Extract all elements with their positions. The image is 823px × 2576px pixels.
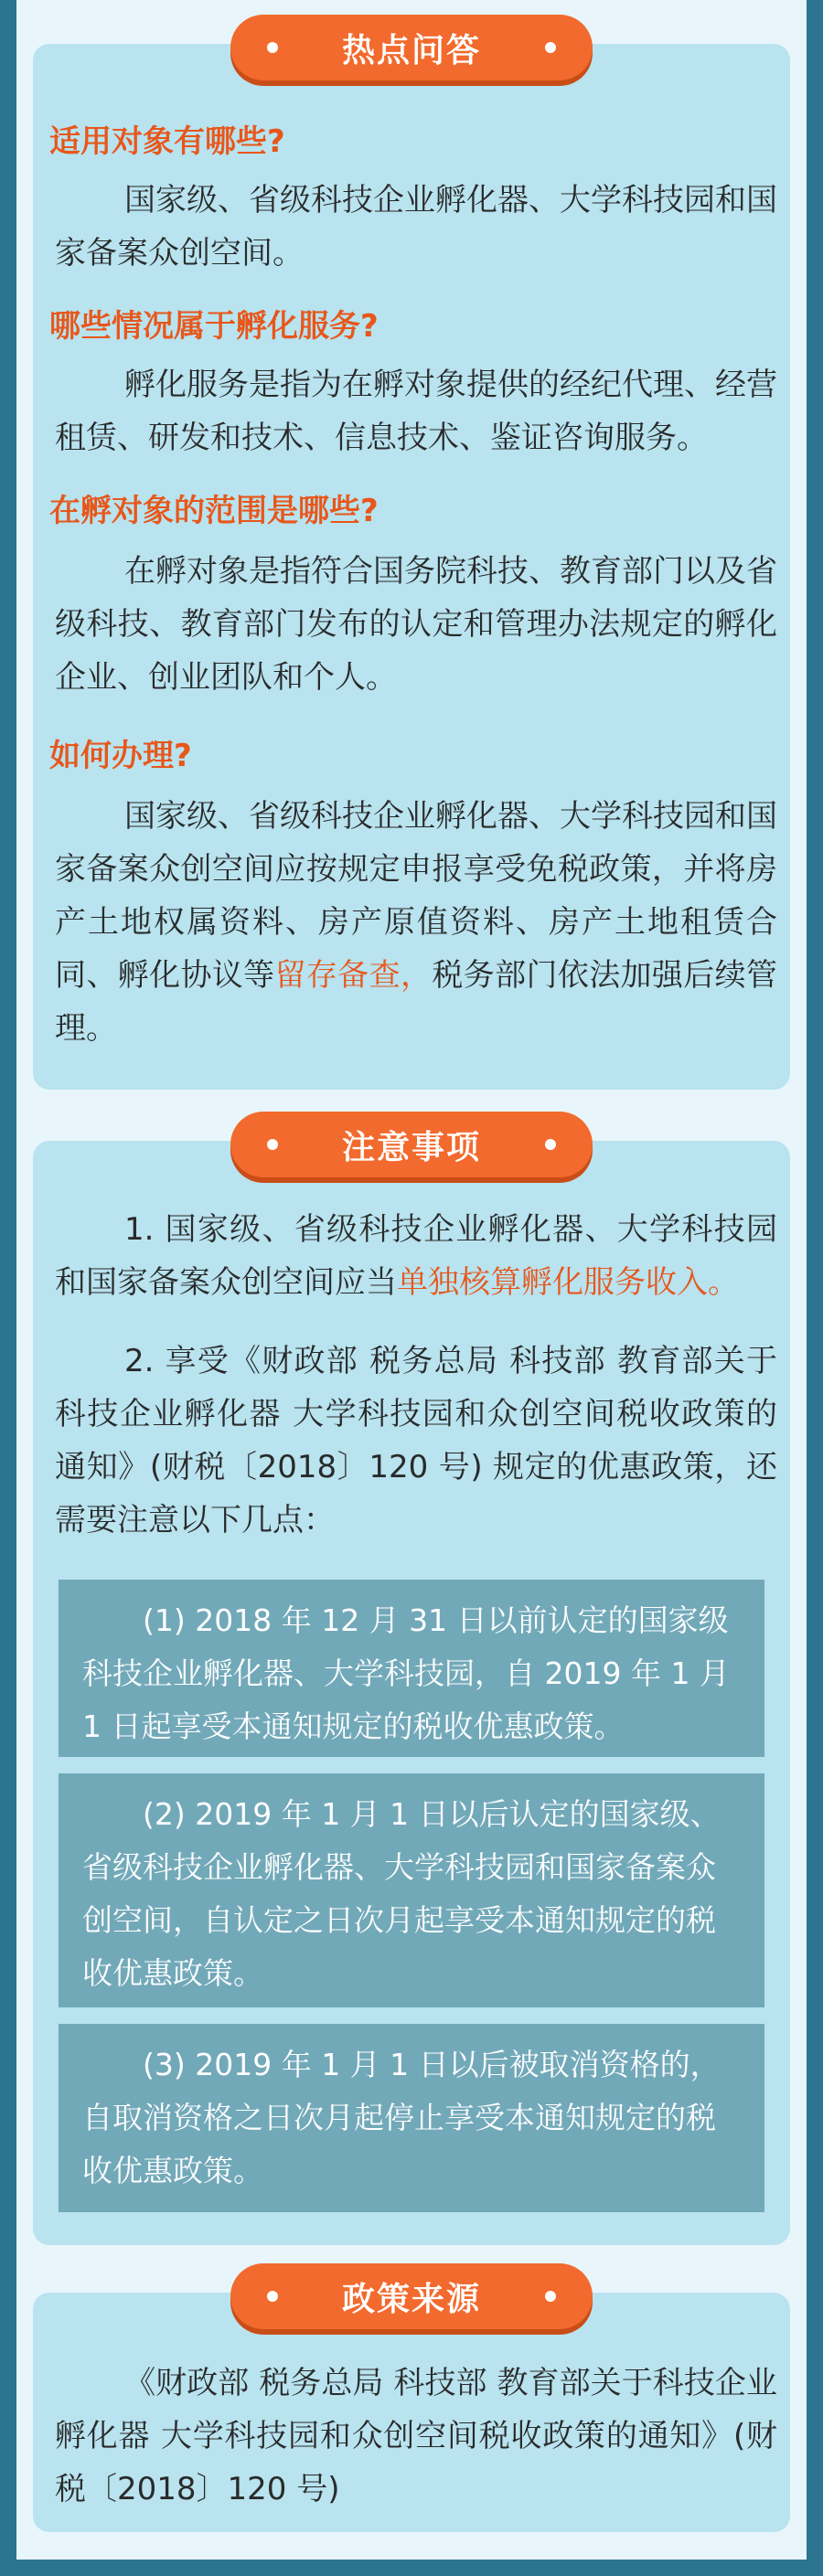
bullet-dot-icon	[267, 2291, 278, 2302]
section-title-notes: 注意事项	[230, 1112, 593, 1177]
condition-box-1: (1) 2018 年 12 月 31 日以前认定的国家级科技企业孵化器、大学科技园，自 2019 年 1 月 1 日起享受本通知规定的税收优惠政策。	[59, 1580, 764, 1757]
bullet-dot-icon	[545, 1139, 556, 1150]
answer-paragraph: 孵化服务是指为在孵对象提供的经纪代理、经营租赁、研发和技术、信息技术、鉴证咨询服务。	[55, 367, 777, 456]
hot-qa-card	[33, 44, 790, 1090]
bullet-dot-icon	[545, 42, 556, 53]
source-paragraph: 《财政部 税务总局 科技部 教育部关于科技企业孵化器 大学科技园和众创空间税收政策的通知》(财税〔2018〕120 号)	[55, 2365, 777, 2507]
question-heading: 在孵对象的范围是哪些?	[49, 493, 379, 529]
bullet-dot-icon	[545, 2291, 556, 2302]
bullet-dot-icon	[267, 42, 278, 53]
answer-paragraph: 国家级、省级科技企业孵化器、大学科技园和国家备案众创空间应按规定申报享受免税政策，并将房产土地权属资料、房产原值资料、房产土地租赁合同、孵化协议等留存备查，税务部门依法加强后续管理。	[55, 798, 778, 1047]
question-heading: 如何办理?	[49, 738, 192, 774]
highlight-text: 留存备查，	[274, 957, 433, 994]
note-paragraph-1: 1. 国家级、省级科技企业孵化器、大学科技园和国家备案众创空间应当单独核算孵化服务收入。	[55, 1211, 777, 1301]
section-title-hot-qa: 热点问答	[230, 15, 593, 80]
notes-card	[33, 1141, 790, 2245]
section-title-source: 政策来源	[230, 2263, 593, 2329]
condition-box-3: (3) 2019 年 1 月 1 日以后被取消资格的，自取消资格之日次月起停止享受本通知规定的税收优惠政策。	[59, 2024, 764, 2212]
answer-paragraph: 在孵对象是指符合国务院科技、教育部门以及省级科技、教育部门发布的认定和管理办法规定的孵化企业、创业团队和个人。	[55, 553, 777, 696]
note-paragraph-2: 2. 享受《财政部 税务总局 科技部 教育部关于科技企业孵化器 大学科技园和众创空间税收政策的通知》(财税〔2018〕120 号) 规定的优惠政策，还需要注意以下几点：	[55, 1343, 777, 1538]
highlight-text: 单独核算孵化服务收入。	[397, 1264, 739, 1301]
bullet-dot-icon	[267, 1139, 278, 1150]
condition-box-2: (2) 2019 年 1 月 1 日以后认定的国家级、省级科技企业孵化器、大学科技园和国家备案众创空间，自认定之日次月起享受本通知规定的税收优惠政策。	[59, 1773, 764, 2007]
question-heading: 适用对象有哪些?	[49, 123, 285, 160]
question-heading: 哪些情况属于孵化服务?	[49, 308, 379, 345]
answer-paragraph: 国家级、省级科技企业孵化器、大学科技园和国家备案众创空间。	[55, 182, 777, 271]
